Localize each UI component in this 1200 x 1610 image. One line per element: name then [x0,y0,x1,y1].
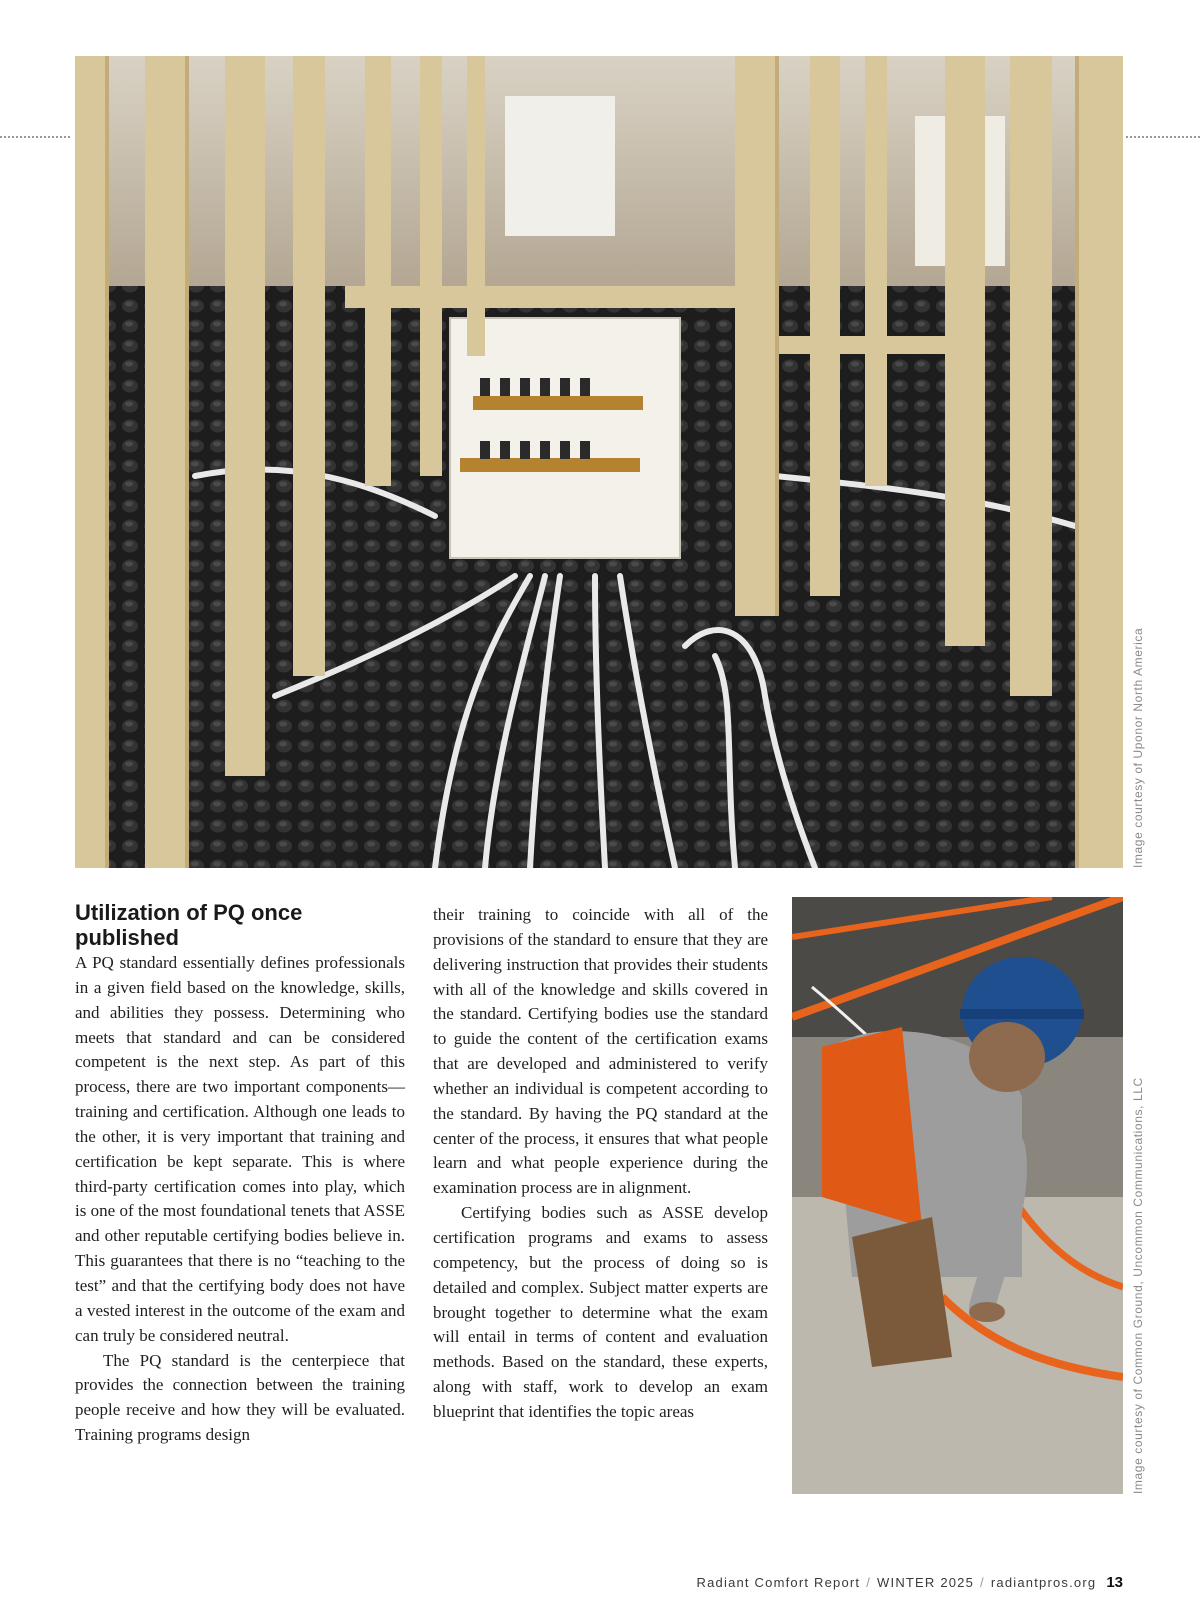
section-heading: Utilization of PQ once published [75,900,303,950]
page-number: 13 [1106,1574,1123,1591]
footer-separator: / [866,1575,872,1590]
body-paragraph: their training to coincide with all of the provisions of the standard to ensure that they are delivering instruction that provides their students with all of the knowledge and skills covered in the standard. Certifying bodies use the standard to guide the content of the certification exams that are developed and administered to verify whether an individual is competent according to the standard. By having the PQ standard at the center of the process, it ensures that what people learn and what people experience during the examination process are in alignment. [433,905,768,1198]
radiant-floor-photo [75,56,1123,868]
worker-photo [792,897,1123,1494]
photo-credit-main: Image courtesy of Uponor North America [1131,627,1145,868]
photo-credit-worker: Image courtesy of Common Ground, Uncommon Communications, LLC [1131,1077,1145,1494]
issue-date: WINTER 2025 [877,1575,975,1590]
publication-name: Radiant Comfort Report [696,1575,861,1590]
website-link[interactable]: radiantpros.org [990,1575,1097,1590]
body-paragraph: A PQ standard essentially defines professionals in a given field based on the knowledge, skills, and abilities they possess. Determining who meets that standard and can be considered competent is the next step. As part of this process, there are two important components—training and certification. Although one leads to the other, it is very important that training and certification be kept separate. This is where third-party certification comes into play, which is one of the most foundational tenets that ASSE and other reputable certifying bodies believe in. This guarantees that there is no “teaching to the test” and that the certifying body does not have a vested interest in the outcome of the exam and can truly be considered neutral. [75,953,405,1345]
page-footer [697,1574,1123,1591]
decorative-dotted-rule-left [0,136,70,138]
article-column-2 [433,903,768,1425]
footer-separator: / [980,1575,985,1590]
article-column-1 [75,900,405,1448]
body-paragraph: Certifying bodies such as ASSE develop certification programs and exams to assess competency, but the process of doing so is detailed and complex. Subject matter experts are brought together to determine what the exam will entail in terms of content and evaluation methods. Based on the standard, these experts, along with staff, work to develop an exam blueprint that identifies the topic areas [433,1203,768,1421]
body-paragraph: The PQ standard is the centerpiece that provides the connection between the training people receive and how they will be evaluated. Training programs design [75,1350,405,1445]
decorative-dotted-rule-right [1126,136,1200,138]
